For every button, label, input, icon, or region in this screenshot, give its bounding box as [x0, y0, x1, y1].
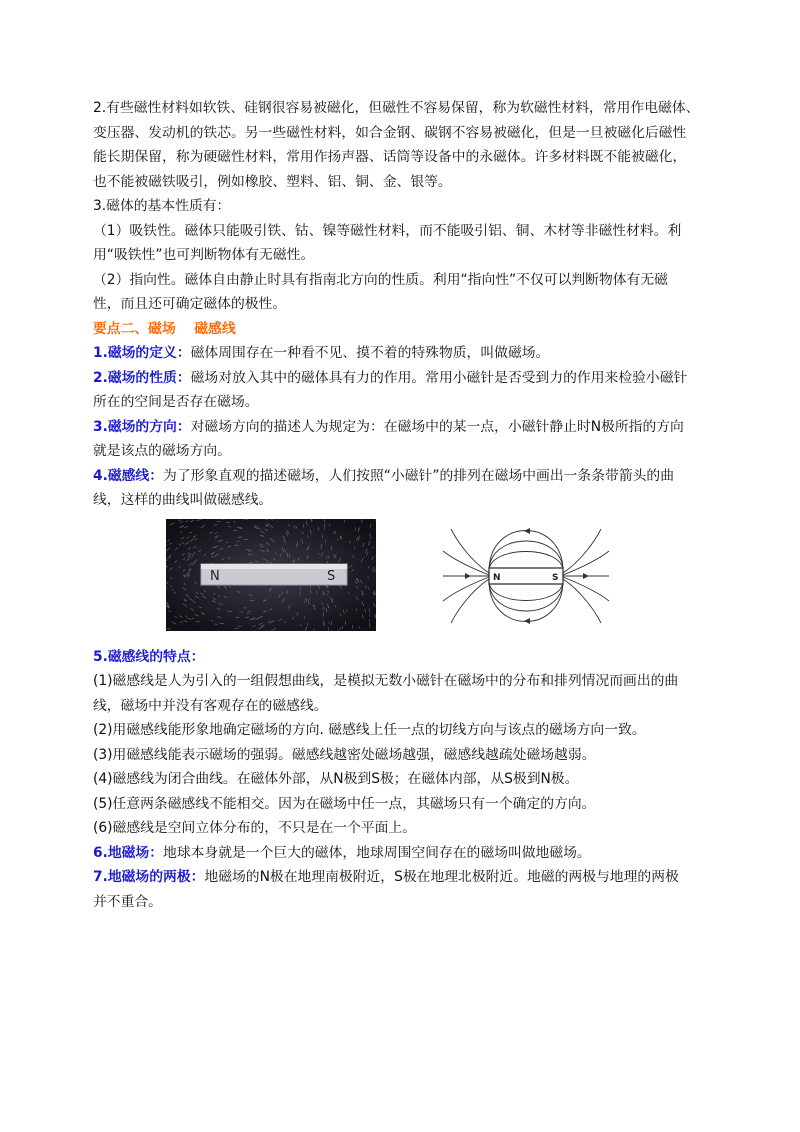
term-label: 7.地磁场的两极：: [93, 869, 205, 885]
text-line: 2.有些磁性材料如软铁、硅钢很容易被磁化，但磁性不容易保留，称为软磁性材料，常用作电磁体、: [93, 100, 700, 116]
feature-item: (6)磁感线是空间立体分布的，不只是在一个平面上。: [93, 820, 417, 836]
text-line: 用“吸铁性”也可判断物体有无磁性。: [93, 247, 315, 263]
definition-text: 对磁场方向的描述人为规定为：在磁场中的某一点，小磁针静止时N极所指的方向: [190, 418, 684, 435]
diagram-s-pole-label: S: [552, 572, 559, 583]
list-item-direction: （2）指向性。磁体自由静止时具有指南北方向的性质。利用“指向性”不仅可以判断物体有无磁: [93, 271, 668, 288]
text-line: 也不能被磁铁吸引，例如橡胶、塑料、铝、铜、金、银等。: [93, 173, 452, 190]
text-line: 变压器、发动机的铁芯。另一些磁性材料，如合金钢、碳钢不容易被磁化，但是一旦被磁化后磁性: [93, 124, 687, 141]
definition-text: 并不重合。: [93, 893, 162, 910]
text-line: 3.磁体的基本性质有：: [93, 198, 231, 214]
section-heading: 要点二、磁场 磁感线: [93, 320, 236, 337]
definition-text: 地磁场的N极在地理南极附近，S极在地理北极附近。地磁的两极与地理的两极: [204, 869, 679, 885]
definition-text: 地球本身就是一个巨大的磁体，地球周围空间存在的磁场叫做地磁场。: [163, 844, 591, 861]
field-lines-diagram: [441, 521, 611, 631]
iron-filings-photo: [166, 519, 376, 631]
definition-geomagnetic-poles: [93, 865, 715, 914]
definition-line-features: [93, 645, 715, 841]
feature-item: (1)磁感线是人为引入的一组假想曲线，是模拟无数小磁针在磁场中的分布和排列情况而画出的曲: [93, 673, 679, 689]
paragraph-soft-hard-materials: [93, 96, 715, 194]
term-label: 3.磁场的方向：: [93, 418, 191, 435]
diagram-n-pole-label: N: [493, 572, 501, 583]
definition-text: 线，这样的曲线叫做磁感线。: [93, 492, 273, 508]
photo-s-pole-label: S: [327, 568, 336, 584]
definition-geomagnetic-field: [93, 841, 715, 866]
feature-item: (2)用磁感线能形象地确定磁场的方向. 磁感线上任一点的切线方向与该点的磁场方向一致。: [93, 722, 646, 738]
feature-item: (5)任意两条磁感线不能相交。因为在磁场中任一点，其磁场只有一个确定的方向。: [93, 795, 596, 812]
feature-item: (3)用磁感线能表示磁场的强弱。磁感线越密处磁场越强，磁感线越疏处磁场越弱。: [93, 746, 596, 763]
definition-text: 为了形象直观的描述磁场，人们按照“小磁针”的排列在磁场中画出一条条带箭头的曲: [163, 467, 675, 484]
definition-text: 磁体周围存在一种看不见、摸不着的特殊物质，叫做磁场。: [190, 345, 550, 361]
term-label: 5.磁感线的特点：: [93, 648, 205, 665]
term-label: 6.地磁场：: [93, 844, 164, 861]
term-label: 1.磁场的定义：: [93, 345, 191, 361]
definition-text: 所在的空间是否存在磁场。: [93, 394, 259, 410]
definition-text: 磁场对放入其中的磁体具有力的作用。常用小磁针是否受到力的作用来检验小磁针: [190, 369, 688, 386]
definition-field-direction: [93, 415, 715, 464]
text-line: 性，而且还可确定磁体的极性。: [93, 296, 287, 312]
document-body: [93, 96, 715, 914]
list-item-attraction: （1）吸铁性。磁体只能吸引铁、钴、镍等磁性材料，而不能吸引铝、铜、木材等非磁性材料。利: [93, 222, 682, 239]
definition-text: 就是该点的磁场方向。: [93, 443, 231, 459]
text-line: 线，磁场中并没有客观存在的磁感线。: [93, 697, 328, 714]
feature-item: (4)磁感线为闭合曲线。在磁体外部，从N极到S极；在磁体内部，从S极到N极。: [93, 771, 579, 787]
figures-row: [93, 519, 715, 641]
definition-magnetic-field: [93, 341, 715, 366]
definition-field-property: [93, 366, 715, 415]
text-line: 能长期保留，称为硬磁性材料，常用作扬声器、话筒等设备中的永磁体。许多材料既不能被磁化，: [93, 149, 687, 165]
definition-field-lines: [93, 464, 715, 513]
photo-n-pole-label: N: [210, 568, 220, 584]
paragraph-basic-properties: [93, 194, 715, 317]
term-label: 2.磁场的性质：: [93, 369, 191, 386]
term-label: 4.磁感线：: [93, 467, 164, 484]
